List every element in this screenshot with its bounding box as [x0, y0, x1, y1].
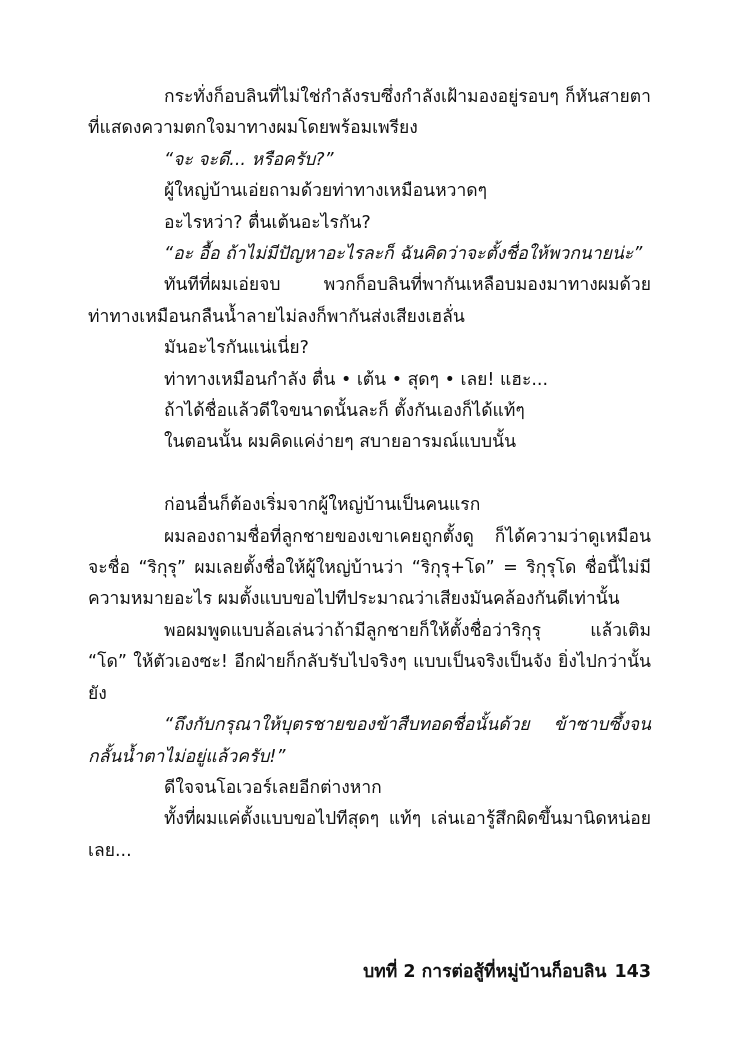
page-footer	[88, 957, 651, 987]
paragraph-4: ทันทีที่ผมเอ่ยจบ พวกก็อบลินที่พากันเหลือบมองมาทางผมด้วยท่าทางเหมือนกลืนน้ำลายไม่ลงก็พากันส่งเสียงเฮลั่น	[88, 275, 651, 327]
section-gap	[88, 459, 651, 490]
paragraph-9: ก่อนอื่นก็ต้องเริ่มจากผู้ใหญ่บ้านเป็นคนแรก	[164, 495, 481, 516]
chapter-title: บทที่ 2 การต่อสู้ที่หมู่บ้านก็อบลิน	[363, 962, 607, 982]
paragraph-6: ท่าทางเหมือนกำลัง ตื่น • เต้น • สุดๆ • เลย! แฮะ...	[164, 369, 549, 390]
paragraph-11: พอผมพูดแบบล้อเล่นว่าถ้ามีลูกชายก็ให้ตั้งชื่อว่าริกุรุ แล้วเติม “โด” ให้ตัวเองซะ! อีกฝ่ายก็กลับรับไปจริงๆ แบบเป็นจริงเป็นจัง ยิ่งไปกว่านั้นยัง	[88, 620, 651, 704]
paragraph-1: กระทั่งก็อบลินที่ไม่ใช่กำลังรบซึ่งกำลังเฝ้ามองอยู่รอบๆ ก็หันสายตาที่แสดงความตกใจมาทางผมโดยพร้อมเพรียง	[88, 87, 651, 139]
paragraph-3: อะไรหว่า? ตื่นเต้นอะไรกัน?	[164, 212, 371, 233]
paragraph-10: ผมลองถามชื่อที่ลูกชายของเขาเคยถูกตั้งดู ก็ได้ความว่าดูเหมือนจะชื่อ “ริกุรุ” ผมเลยตั้งชื่อให้ผู้ใหญ่บ้านว่า “ริกุรุ+โด” = ริกุรุโด ชื่อนี้ไม่มีความหมายอะไร ผมตั้งแบบขอไปทีประมาณว่าเสียงมันคล้องกันดีเท่านั้น	[88, 526, 651, 610]
paragraph-12: ดีใจจนโอเวอร์เลยอีกต่างหาก	[164, 777, 382, 798]
paragraph-8: ในตอนนั้น ผมคิดแค่ง่ายๆ สบายอารมณ์แบบนั้น	[164, 432, 517, 453]
paragraph-5: มันอะไรกันแน่เนี่ย?	[164, 338, 309, 359]
dialogue-1: “จะ จะดี... หรือครับ?”	[164, 149, 334, 170]
page-number: 143	[614, 962, 651, 982]
dialogue-2: “อะ อื้อ ถ้าไม่มีปัญหาอะไรละก็ ฉันคิดว่าจะตั้งชื่อให้พวกนายน่ะ”	[164, 244, 643, 265]
paragraph-2: ผู้ใหญ่บ้านเอ่ยถามด้วยท่าทางเหมือนหวาดๆ	[164, 181, 488, 202]
paragraph-13: ทั้งที่ผมแค่ตั้งแบบขอไปทีสุดๆ แท้ๆ เล่นเอารู้สึกผิดขึ้นมานิดหน่อยเลย...	[88, 809, 651, 861]
paragraph-7: ถ้าได้ชื่อแล้วดีใจขนาดนั้นละก็ ตั้งกันเองก็ได้แท้ๆ	[164, 401, 525, 422]
dialogue-3: “ถึงกับกรุณาให้บุตรชายของข้าสืบทอดชื่อนั้นด้วย ข้าซาบซึ้งจนกลั้นน้ำตาไม่อยู่แล้วครับ!”	[88, 715, 651, 767]
page-body	[88, 82, 651, 867]
